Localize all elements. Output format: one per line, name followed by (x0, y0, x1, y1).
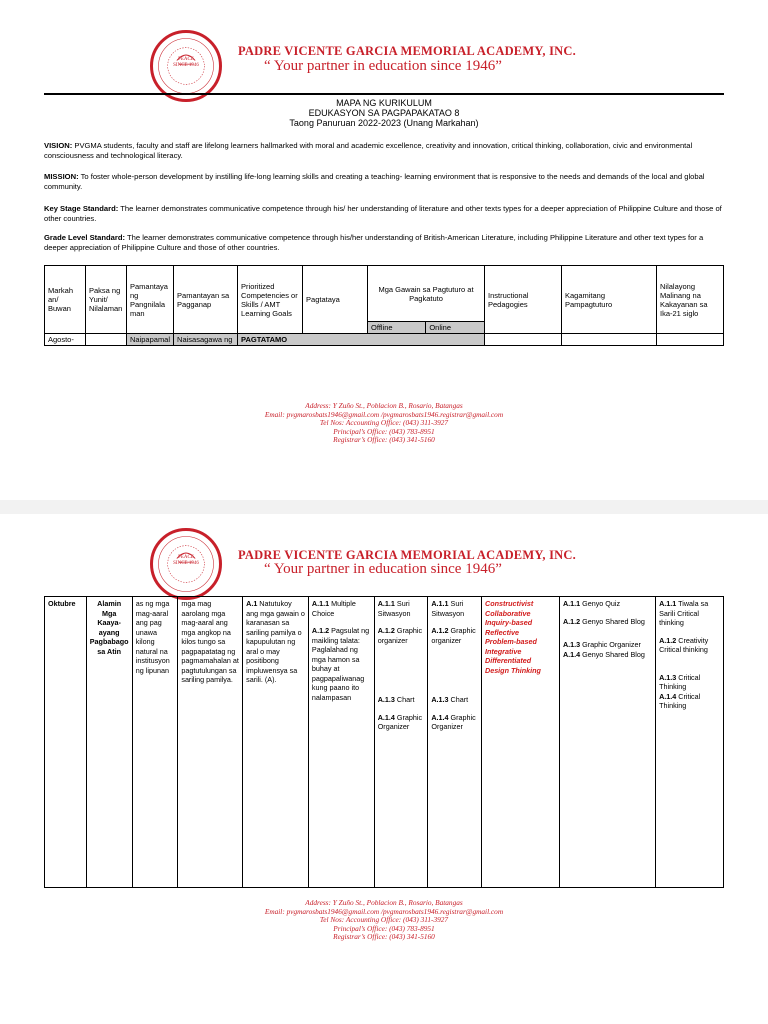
pedagogy-item: Constructivist (485, 599, 534, 608)
seal-peace-text: PEACE (178, 555, 194, 560)
cell-online (428, 597, 482, 888)
mission-label: MISSION: (44, 172, 79, 181)
cell-materials (559, 597, 655, 888)
pedagogy-item: Design Thinking (485, 665, 541, 675)
material-text: Genyo Quiz (580, 599, 621, 608)
material-code: A.1.1 (562, 599, 581, 608)
cell-competency (243, 597, 309, 888)
pagtataya-code: A.1.1 (311, 599, 330, 608)
material-text: Genyo Shared Blog (580, 616, 645, 626)
offline-item (378, 599, 425, 618)
col-markahan: Markah an/ Buwan (45, 266, 86, 334)
school-seal-logo (150, 528, 222, 600)
pedagogy-item: Inquiry-based (485, 618, 533, 627)
offline-text: Graphic Organizer (377, 712, 423, 731)
col-pamantayang-pangnilalaman: Pamantaya ng Pangnilala man (127, 266, 174, 334)
skill-text: Critical Thinking (659, 672, 701, 691)
row-empty-cell (657, 334, 724, 346)
pedagogy-item: Differentiated (485, 656, 532, 665)
material-item (563, 599, 652, 609)
skill-item (659, 636, 720, 655)
row-pamantayan-2: Naisasagawa ng (174, 334, 238, 346)
key-stage-standard (44, 204, 724, 224)
school-seal-logo (150, 30, 222, 102)
col-kagamitang: Kagamitang Pampagtuturo (562, 266, 657, 334)
curriculum-content-table (44, 596, 724, 888)
seal-since-text: SINCE 1946 (173, 561, 199, 566)
online-item (431, 626, 478, 645)
cell-offline (374, 597, 428, 888)
material-item (563, 640, 652, 650)
online-item (431, 713, 478, 732)
row-pamantayan-1: Naipapamal (127, 334, 174, 346)
online-text: Chart (448, 695, 469, 704)
grade-level-standard (44, 233, 724, 253)
online-item (431, 599, 478, 618)
row-month: Agosto- (45, 334, 86, 346)
sub-online: Online (426, 322, 485, 334)
cell-pamantayan-2: mga mag aarolang mga mag-aaral ang mga angkop na kilos tungo sa pagpapatatag ng pagmamahalan at pagtutulungan sa sariling pamilya. (178, 597, 243, 888)
page-2-footer (0, 899, 768, 942)
row-empty-cell (485, 334, 562, 346)
pagtataya-item (312, 626, 371, 702)
footer-tel: Tel Nos: Accounting Office: (043) 311-3927 (319, 418, 449, 428)
pagtataya-text: Pagsulat ng maikling talata: Paglalahad ng mga hamon sa buhay at pagpapaliwanag kung paano ito nalampasan (311, 626, 370, 702)
competency-code: A.1 (246, 599, 258, 608)
mission-statement (44, 172, 724, 192)
skill-code: A.1.4 (659, 691, 677, 701)
col-instructional-pedagogies: Instructional Pedagogies (485, 266, 562, 334)
school-tagline: “ Your partner in education since 1946” (264, 561, 502, 577)
material-code: A.1.2 (562, 616, 581, 626)
col-pagtataya: Pagtataya (303, 266, 368, 334)
title-line-1: MAPA NG KURIKULUM (336, 98, 432, 108)
row-empty-cell (86, 334, 127, 346)
footer-address: Address: Y Zuño St., Poblacion B., Rosario, Batangas (305, 401, 463, 410)
online-text: Graphic Organizer (431, 712, 476, 731)
pedagogy-item: Reflective (485, 627, 519, 637)
row-empty-cell (562, 334, 657, 346)
offline-code: A.1.4 (377, 712, 395, 722)
skill-code: A.1.3 (659, 672, 677, 682)
skill-text: Critical Thinking (659, 691, 701, 710)
skill-text: Tiwala sa Sarili Critical thinking (659, 599, 709, 627)
material-item (563, 650, 652, 660)
key-stage-text: The learner demonstrates communicative competence through his/ her understanding of literature and other texts types for a deeper appreciation of Philippine Culture and those of other countries. (44, 204, 722, 223)
skill-code: A.1.1 (659, 599, 677, 608)
offline-text: Suri Sitwasyon (377, 599, 411, 618)
cell-month: Oktubre (45, 597, 87, 888)
offline-item (378, 695, 425, 705)
document-page-2 (0, 514, 768, 1024)
footer-principal: Principal’s Office: (043) 783-8951 (333, 426, 435, 436)
grade-level-text: The learner demonstrates communicative competence through his/her understanding of British-American Literature, including Philippine Literature and other text types for a deeper appreciation of Philippine Culture and those of other countries. (44, 233, 704, 252)
title-line-2: EDUKASYON SA PAGPAPAKATAO 8 (308, 108, 460, 118)
title-line-3: Taong Panuruan 2022-2023 (Unang Markahan) (289, 118, 479, 128)
material-code: A.1.3 (562, 640, 581, 649)
offline-code: A.1.1 (377, 599, 395, 608)
footer-email: Email: pvgmarosbats1946@gmail.com /pvgmarosbats1946.registrar@gmail.com (264, 409, 504, 419)
pagtataya-code: A.1.2 (311, 626, 330, 635)
school-name: PADRE VICENTE GARCIA MEMORIAL ACADEMY, INC. (238, 548, 576, 562)
material-item (563, 617, 652, 627)
col-mga-gawain: Mga Gawain sa Pagtuturo at Pagkatuto (368, 266, 485, 322)
skill-text: Creativity Critical thinking (659, 635, 709, 654)
online-text: Suri Sitwasyon (431, 599, 465, 618)
document-page-1 (0, 0, 768, 500)
curriculum-header-table (44, 265, 724, 346)
page-1-footer (0, 402, 768, 445)
footer-registrar: Registrar’s Office: (043) 341-5160 (333, 932, 435, 942)
skill-item (659, 599, 720, 628)
offline-text: Graphic organizer (377, 626, 423, 645)
page-separator (0, 500, 768, 514)
offline-item (378, 626, 425, 645)
offline-item (378, 713, 425, 732)
pedagogy-item: Collaborative (485, 608, 531, 618)
grade-level-label: Grade Level Standard: (44, 233, 126, 242)
vision-label: VISION: (44, 141, 73, 150)
cell-pagtataya (308, 597, 374, 888)
school-name: PADRE VICENTE GARCIA MEMORIAL ACADEMY, INC. (238, 44, 576, 58)
footer-principal: Principal’s Office: (043) 783-8951 (333, 923, 435, 933)
online-code: A.1.1 (431, 599, 449, 608)
cell-skills (656, 597, 724, 888)
skill-code: A.1.2 (659, 635, 677, 645)
competency-text: Natutukoy ang mga gawain o karanasan sa sariling pamilya o kapupulutan ng aral o may positibong impluwensya sa sarili. (A). (246, 599, 305, 684)
seal-since-text: SINCE 1946 (173, 63, 199, 68)
online-item (431, 695, 478, 705)
skill-item (659, 673, 720, 692)
material-code: A.1.4 (562, 649, 581, 659)
key-stage-label: Key Stage Standard: (44, 204, 119, 213)
pagtataya-item (312, 599, 371, 618)
offline-code: A.1.2 (377, 626, 395, 635)
offline-text: Chart (394, 695, 415, 704)
mission-text: To foster whole-person development by instilling life-long learning skills and creating a teaching- learning environment that is responsive to the needs and demands of the local and global community. (44, 172, 705, 191)
footer-email: Email: pvgmarosbats1946@gmail.com /pvgmarosbats1946.registrar@gmail.com (264, 906, 504, 916)
school-tagline: “ Your partner in education since 1946” (264, 58, 502, 74)
cell-pamantayan-1: as ng mga mag-aaral ang pag unawa kilong natural na institusyon ng lipunan (132, 597, 178, 888)
pagtataya-text: Multiple Choice (311, 599, 356, 618)
document-title (0, 98, 768, 128)
cell-topic: Alamin Mga Kaaya-ayang Pagbabago sa Atin (86, 597, 132, 888)
col-kakayanan: Nilalayong Malinang na Kakayanan sa Ika-21 siglo (657, 266, 724, 334)
col-pamantayan-pagganap: Pamantayan sa Pagganap (174, 266, 238, 334)
online-text: Graphic organizer (431, 626, 476, 645)
cell-pedagogies (482, 597, 560, 888)
sub-offline: Offline (368, 322, 426, 334)
vision-text: PVGMA students, faculty and staff are lifelong learners hallmarked with moral and academic excellence, creativity and innovation, critical thinking, collaboration, civic and environmental consciousness and technological literacy. (44, 141, 693, 160)
pedagogy-item: Integrative (485, 646, 522, 656)
online-code: A.1.4 (431, 712, 449, 722)
online-code: A.1.3 (431, 695, 449, 704)
footer-tel: Tel Nos: Accounting Office: (043) 311-3927 (319, 915, 449, 925)
col-competencies: Prioritized Competencies or Skills / AMT Learning Goals (238, 266, 303, 334)
vision-statement (44, 141, 724, 161)
material-text: Genyo Shared Blog (580, 649, 645, 659)
header-divider (44, 93, 724, 95)
offline-code: A.1.3 (377, 695, 395, 704)
material-text: Graphic Organizer (580, 640, 641, 649)
skill-item (659, 692, 720, 711)
footer-registrar: Registrar’s Office: (043) 341-5160 (333, 435, 435, 445)
online-code: A.1.2 (431, 626, 449, 635)
seal-peace-text: PEACE (178, 57, 194, 62)
row-pagtatamo: PAGTATAMO (238, 334, 485, 346)
pedagogy-item: Problem-based (485, 637, 537, 646)
footer-address: Address: Y Zuño St., Poblacion B., Rosario, Batangas (305, 898, 463, 907)
col-paksa: Paksa ng Yunit/ Nilalaman (86, 266, 127, 334)
